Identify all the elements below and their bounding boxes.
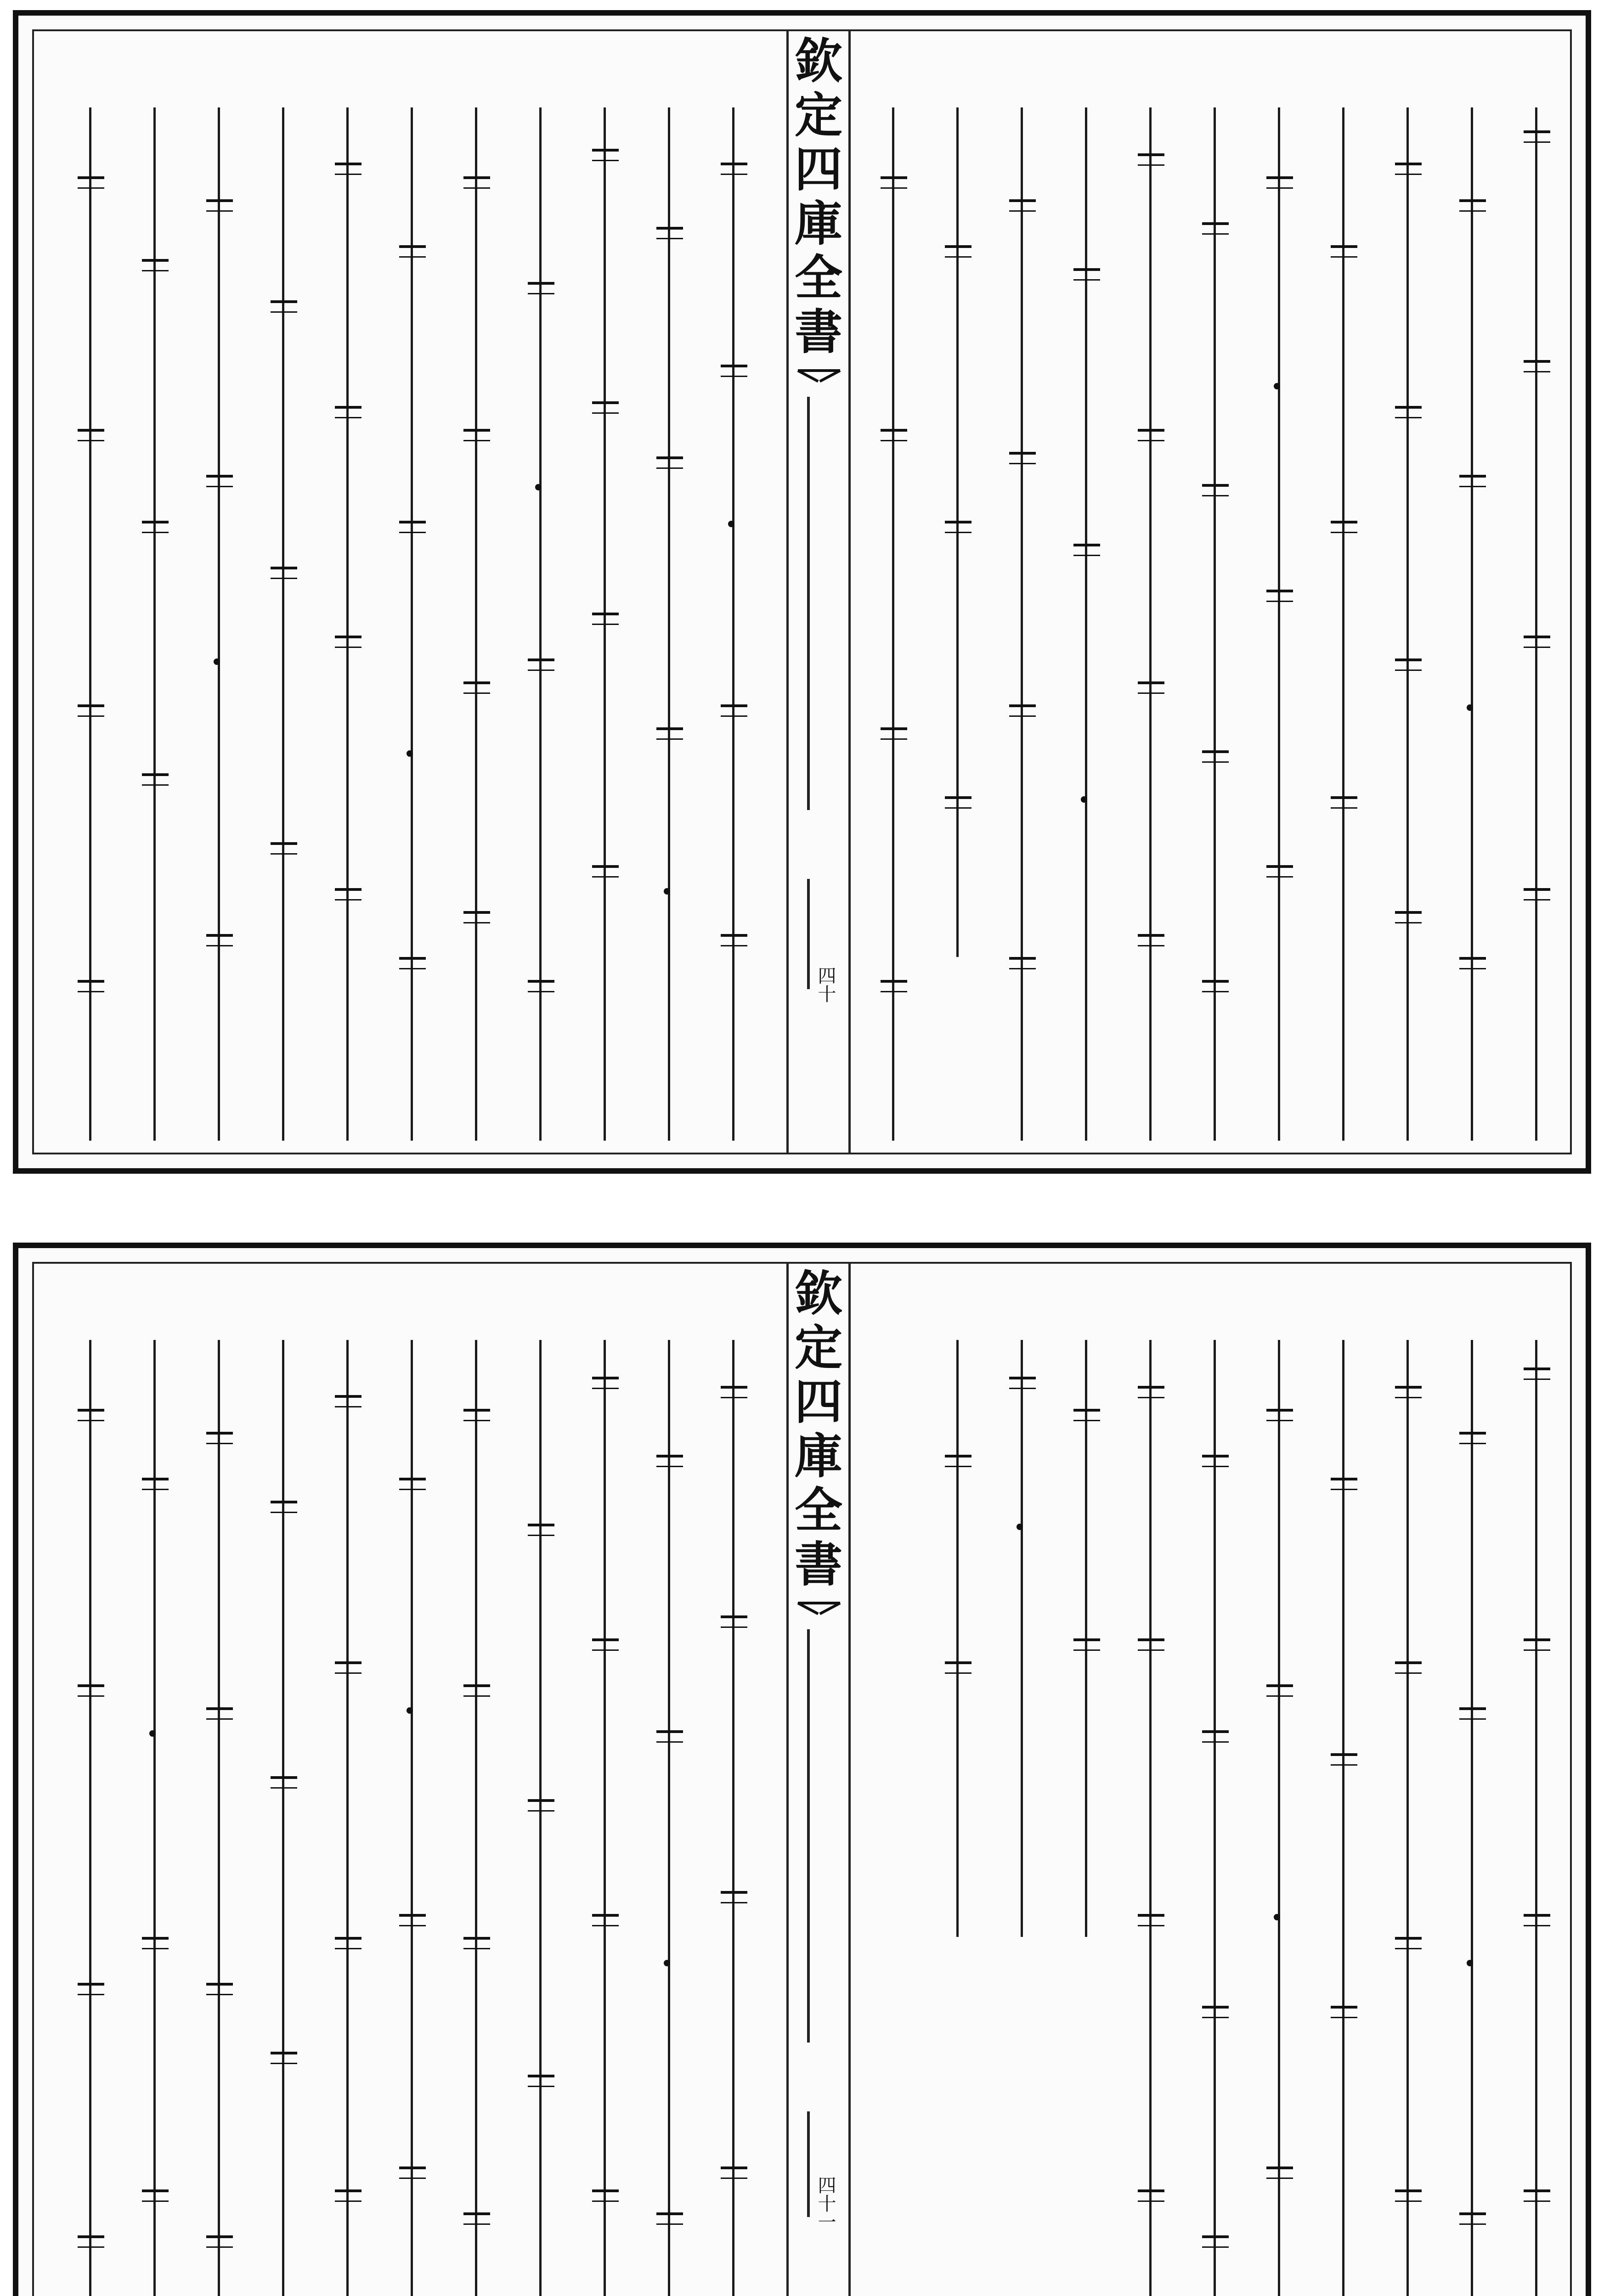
left-text-panel — [34, 1262, 786, 2296]
text-column — [282, 1340, 326, 2296]
text-column — [1278, 107, 1322, 1141]
top-page-spread — [13, 10, 1591, 1174]
folio-number: 四十 — [815, 966, 836, 1003]
text-column — [1214, 107, 1257, 1141]
text-column — [346, 1340, 390, 2296]
book-spine — [786, 29, 851, 1154]
right-text-panel — [851, 29, 1570, 1154]
bottom-page-spread — [13, 1243, 1591, 2296]
text-column — [218, 1340, 261, 2296]
text-column — [604, 107, 647, 1141]
right-text-panel — [851, 1262, 1570, 2296]
text-column — [411, 1340, 454, 2296]
text-column — [1021, 1340, 1064, 1937]
text-column — [411, 107, 454, 1141]
folio-number: 四十一 — [815, 2176, 836, 2231]
fish-tail-ornament — [798, 369, 840, 389]
text-column — [89, 1340, 133, 2296]
text-column — [539, 107, 583, 1141]
text-column — [218, 107, 261, 1141]
text-column — [956, 1340, 1000, 1937]
text-column — [539, 1340, 583, 2296]
text-column — [282, 107, 326, 1141]
text-column — [1535, 1340, 1570, 2296]
text-column — [1085, 1340, 1129, 1937]
left-text-panel — [34, 29, 786, 1154]
text-column — [1149, 1340, 1193, 2296]
text-column — [89, 107, 133, 1141]
spine-book-title-script — [807, 397, 836, 810]
book-spine — [786, 1262, 851, 2296]
text-column — [732, 1340, 776, 2296]
text-column — [1342, 107, 1386, 1141]
text-column — [1471, 107, 1514, 1141]
fish-tail-ornament — [798, 1602, 840, 1622]
text-column — [668, 1340, 712, 2296]
text-column — [604, 1340, 647, 2296]
text-column — [1021, 107, 1064, 1141]
spine-title: 欽 定 四 庫 全 書 — [794, 33, 842, 360]
text-column — [892, 107, 936, 1141]
text-column — [1149, 107, 1193, 1141]
text-column — [153, 1340, 197, 2296]
text-column — [1085, 107, 1129, 1141]
spine-book-title-script — [807, 1629, 836, 2043]
text-column — [1278, 1340, 1322, 2296]
text-column — [1406, 107, 1450, 1141]
text-column — [1471, 1340, 1514, 2296]
spine-title: 欽 定 四 庫 全 書 — [794, 1265, 842, 1593]
text-column — [732, 107, 776, 1141]
text-column — [346, 107, 390, 1141]
text-column — [956, 107, 1000, 957]
text-column — [1214, 1340, 1257, 2296]
text-column — [475, 1340, 519, 2296]
text-column — [1535, 107, 1570, 1141]
text-column — [1406, 1340, 1450, 2296]
text-column — [475, 107, 519, 1141]
text-column — [153, 107, 197, 1141]
text-column — [668, 107, 712, 1141]
text-column — [1342, 1340, 1386, 2296]
